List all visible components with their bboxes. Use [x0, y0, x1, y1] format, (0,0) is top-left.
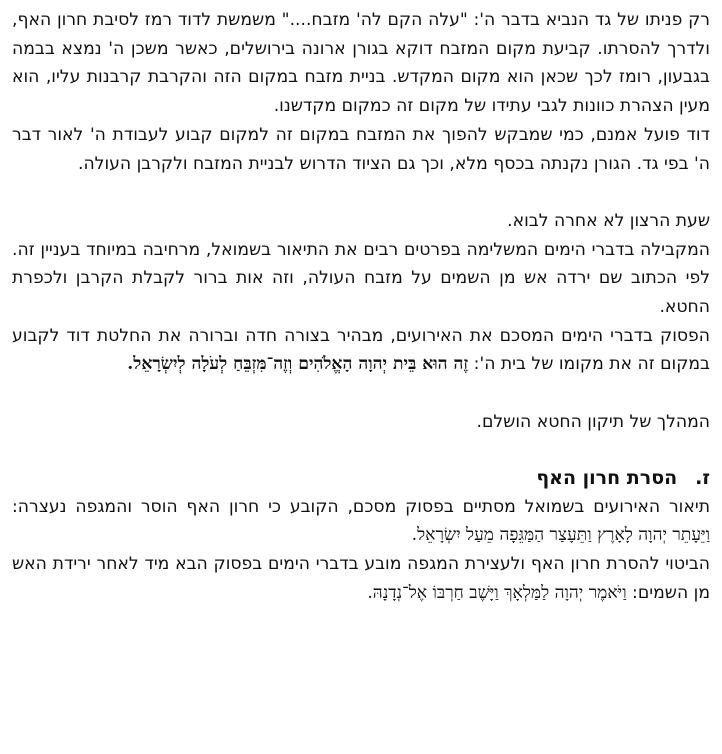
paragraph-david-altar: דוד פועל אמנם, כמי שמבקש להפוך את המזבח במקום זה למקום קבוע לעבודת ה' לאור דבר ה' בפי גד. הגורן נקנתה בכסף מלא, וכך גם הציוד הדרוש לבניית המזבח ולקרבן העולה. [12, 124, 710, 174]
paragraph-spacer [12, 379, 710, 408]
paragraph-process-complete: המהלך של תיקון החטא הושלם. [476, 411, 710, 432]
paragraph-text: תיאור האירועים בשמואל מסתיים בפסוק מסכם, הקובע כי חרון האף הוסר והמגפה נעצרה: [12, 496, 710, 517]
paragraph-chronicles-summary [12, 322, 710, 379]
verse-quote: וַיֹּאמֶר יְהוָה לַמַּלְאָךְ וַיָּשֶׁב חַרְבּוֹ אֶל־נְדָנָהּ. [367, 582, 627, 603]
section-spacer [12, 437, 710, 463]
section-heading [12, 463, 710, 493]
section-number: ז. [695, 466, 710, 489]
verse-quote: זֶה הוּא בֵּית יְהוָה הָאֱלֹהִים וְזֶה־מִּזְבֵּחַ לְעֹלָה לְיִשְׂרָאֵל. [127, 354, 469, 375]
paragraph-chronicles-parallel: המקבילה בדברי הימים המשלימה בפרטים רבים את התיאור בשמואל, מרחיבה במיוחד בעניין זה. לפי הכתוב שם ירדה אש מן השמים על מזבח העולה, וזה אות ברור לקבלת הקרבן ולכפרת החטא. [12, 239, 710, 318]
section-title: הסרת חרון האף [536, 466, 678, 489]
paragraph-gad-prophet: רק פניתו של גד הנביא בדבר ה': "עלה הקם לה' מזבח...." משמשת לדוד רמז לסיבת חרון האף, ולדרך להסרתו. קביעת מקום המזבח דוקא בגורן ארונה בירושלים, כאשר משכן ה' נמצא בבמה בגבעון, רומז לכך שכאן הוא מקום המקדש. בניית מזבח במקום הזה והקרבת קרבנות עליו, הוא מעין הצהרת כוונות לגבי עתידו של מקום זה כמקום מקדשנו. [12, 10, 710, 117]
paragraph-text: הפסוק בדברי הימים המסכם את האירועים, מבהיר בצורה חדה וברורה את החלטת דוד לקבוע במקום זה את מקומו של בית ה': [12, 325, 710, 375]
verse-quote: וַיֵּעָתֵר יְהוָה לָאָרֶץ וַתֵּעָצַר הַמַּגֵּפָה מֵעַל יִשְׂרָאֵל. [411, 525, 710, 546]
paragraph-samuel-summary [12, 493, 710, 550]
paragraph-hour-of-favor: שעת הרצון לא אחרה לבוא. [507, 210, 710, 231]
paragraph-text: הביטוי להסרת חרון האף ולעצירת המגפה מובע בדברי הימים בפסוק הבא מיד לאחר ירידת האש מן השמים: [12, 553, 710, 603]
paragraph-plague-stopped [12, 550, 710, 607]
paragraph-spacer [12, 178, 710, 207]
